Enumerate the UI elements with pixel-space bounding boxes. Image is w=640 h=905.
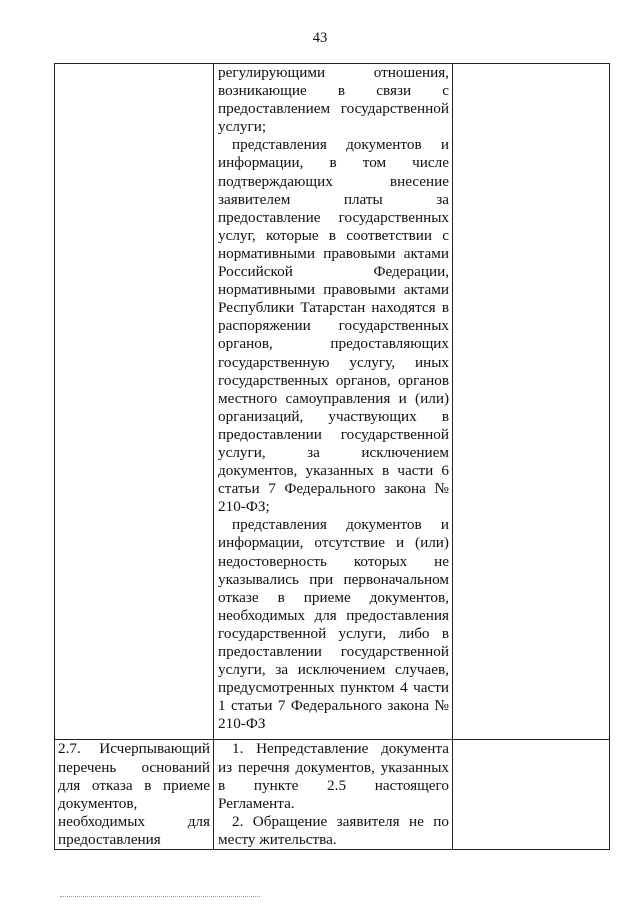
table-cell-description — [214, 64, 453, 740]
cell-paragraph: представления документов и информации, отсутствие и (или) недостоверность которых не указывались при первоначальном отказе в приеме документов, необходимых для предоставления государственной услуги, либо в предоставлении государственной услуги, за исключением случаев, предусмотренных пунктом 4 части 1 статьи 7 Федерального закона № 210-ФЗ — [218, 516, 449, 733]
table-cell-description — [214, 740, 453, 850]
cell-text: 2.7. Исчерпывающий перечень оснований для отказа в приеме документов, необходимых для предоставления — [58, 740, 210, 848]
cell-paragraph: регулирующими отношения, возникающие в связи с предоставлением государственной услуги; — [218, 64, 449, 136]
cell-paragraph: 1. Непредставление документа из перечня документов, указанных в пункте 2.5 настоящего Регламента. — [218, 740, 449, 812]
table-cell-notes — [453, 740, 610, 850]
table-row — [55, 740, 610, 850]
page-number: 43 — [312, 30, 328, 46]
table-cell-item — [55, 64, 214, 740]
scan-artifact-line — [60, 896, 260, 898]
cell-paragraph: 2. Обращение заявителя не по месту жительства. — [218, 812, 449, 848]
regulation-table — [54, 63, 610, 850]
table-cell-notes — [453, 64, 610, 740]
table-cell-item — [55, 740, 214, 850]
cell-paragraph: представления документов и информации, в том числе подтверждающих внесение заявителем платы за предоставление государственных услуг, которые в соответствии с нормативными правовыми актами Российской Федерации, нормативными правовыми актами Республики Татарстан находятся в распоряжении государственных органов, предоставляющих государственную услугу, иных государственных органов, органов местного самоуправления и (или) организаций, участвующих в предоставлении государственной услуги, за исключением документов, указанных в части 6 статьи 7 Федерального закона № 210-ФЗ; — [218, 136, 449, 516]
table-row — [55, 64, 610, 740]
